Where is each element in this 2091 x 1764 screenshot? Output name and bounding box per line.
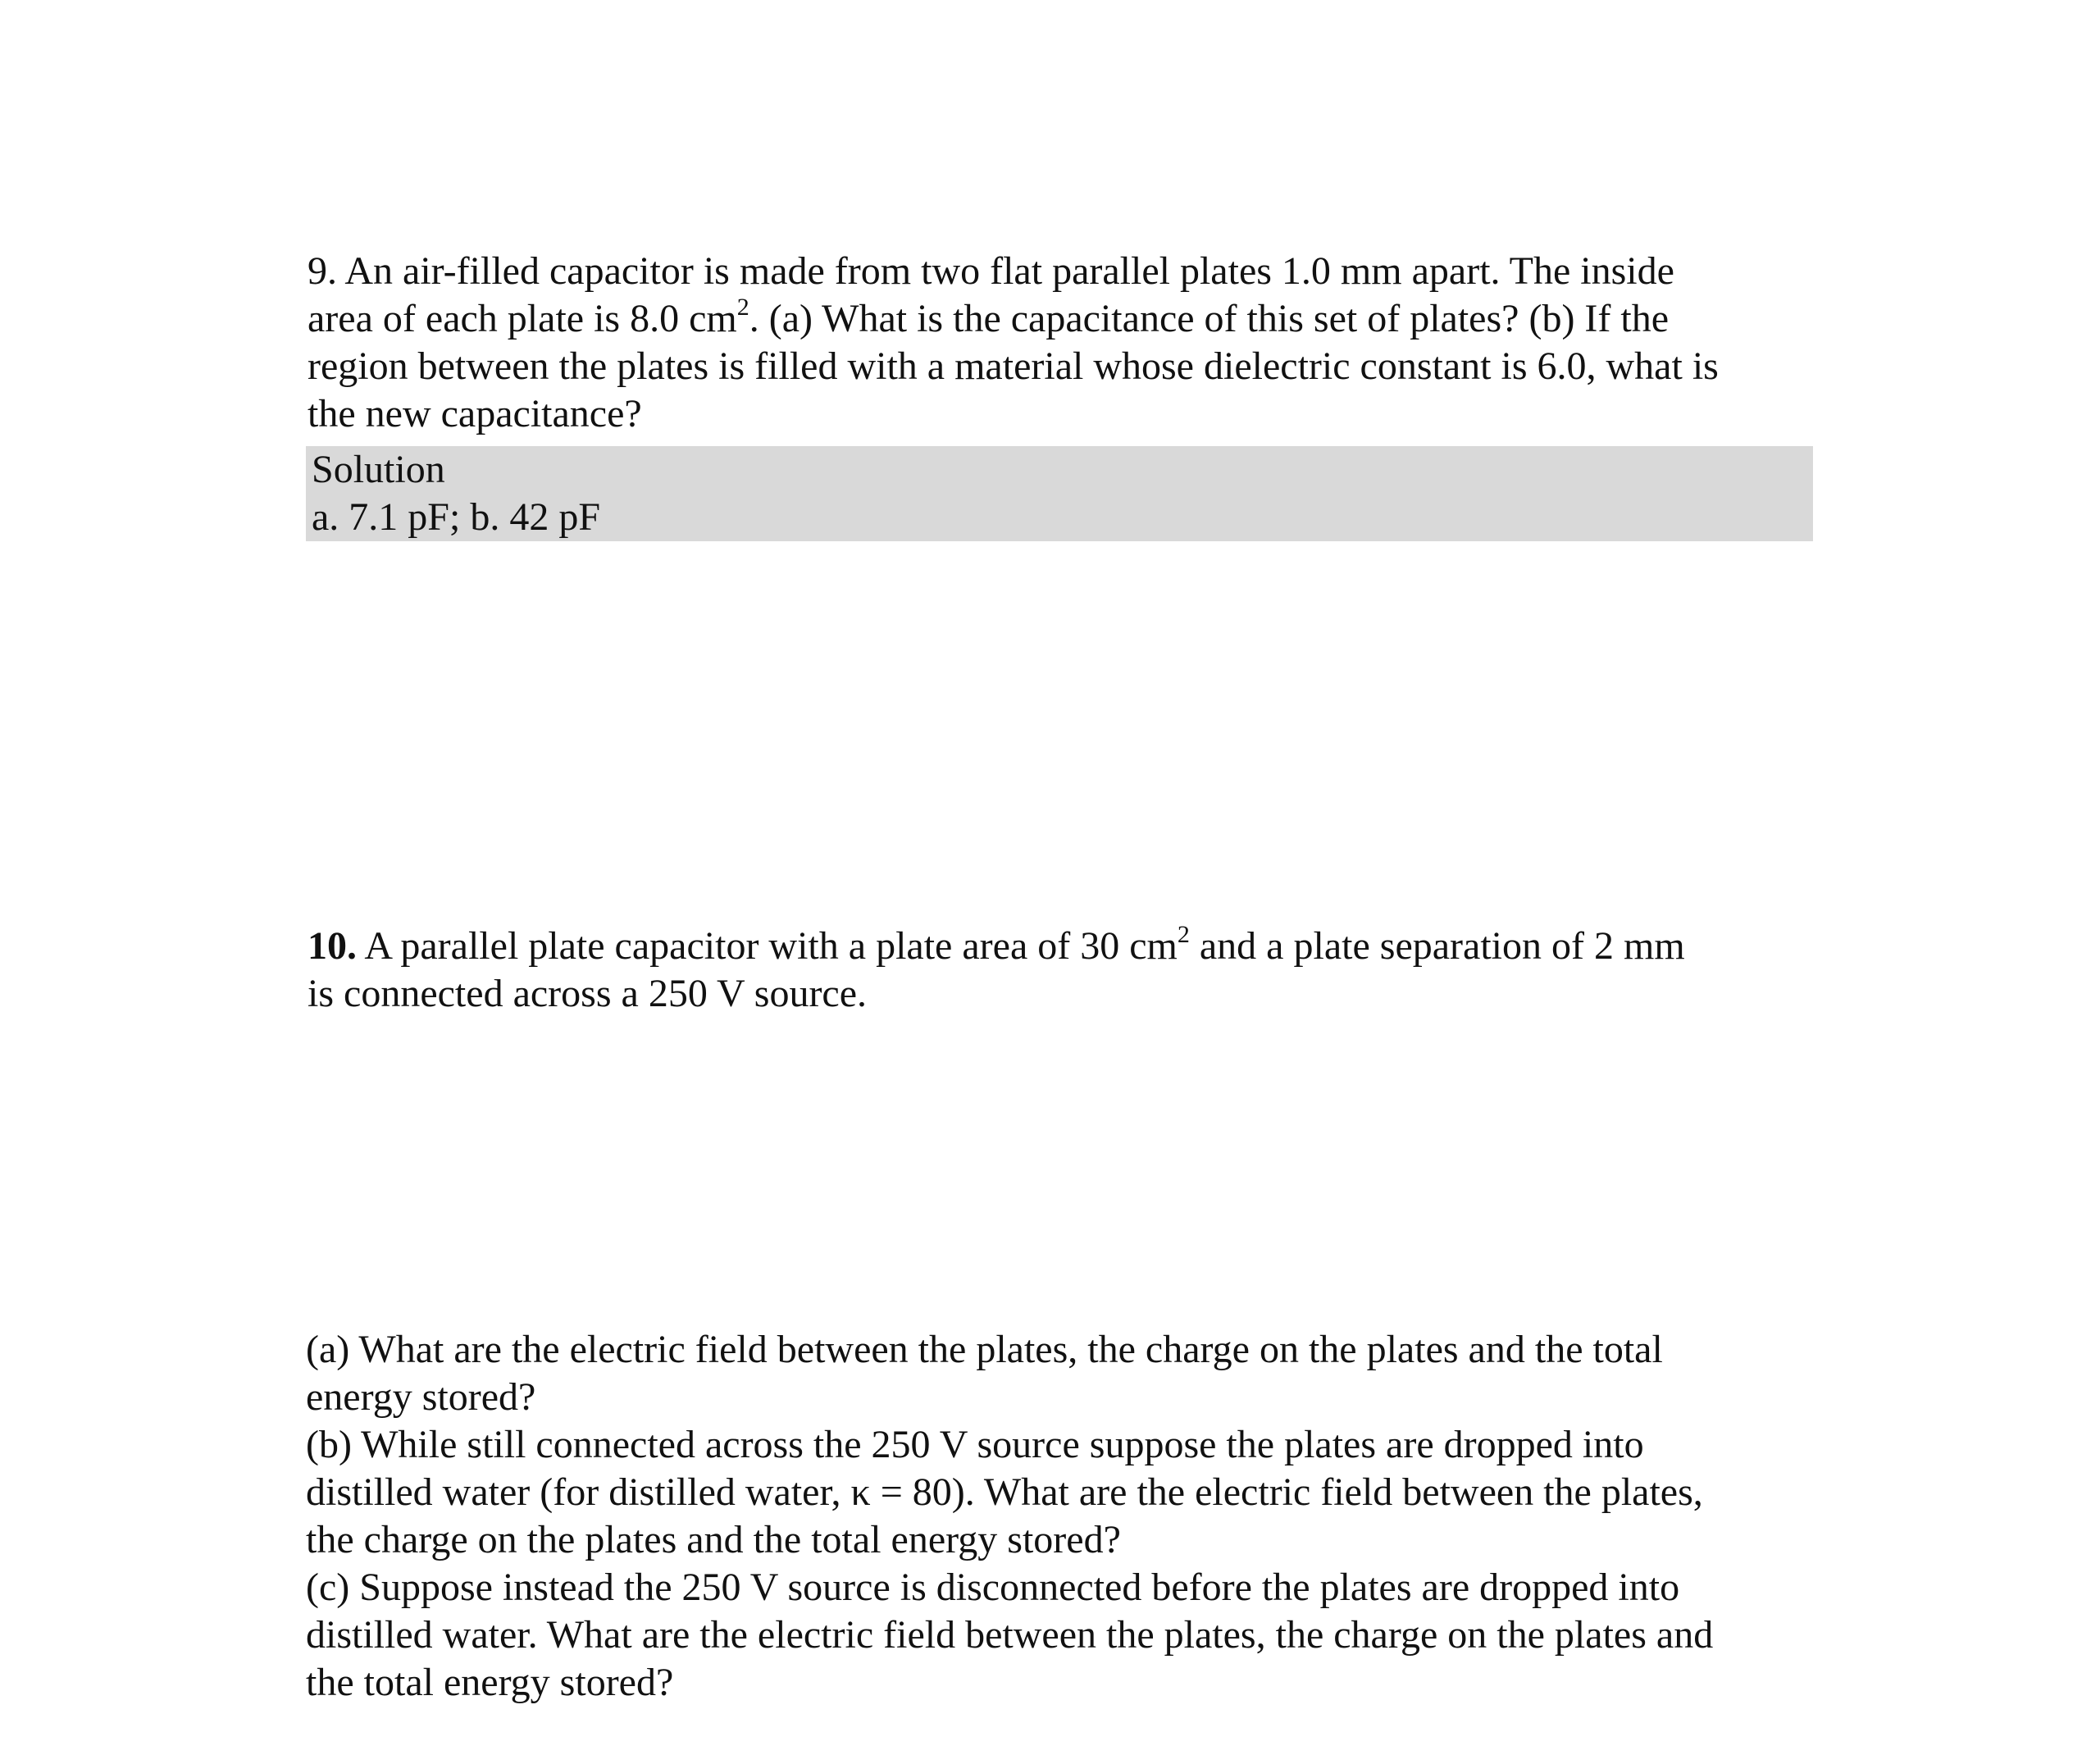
q10-line-1-end: and a plate separation of 2 mm	[1189, 924, 1685, 968]
q10-line-1	[308, 923, 1816, 970]
solution-box	[306, 446, 1813, 541]
q10-line-1-start: A parallel plate capacitor with a plate area of 30 cm	[357, 924, 1178, 968]
q10-part-line-4: distilled water (for distilled water, κ = 80). What are the electric field between the plates,	[306, 1470, 1703, 1514]
q10-part-line-2: energy stored?	[306, 1375, 536, 1419]
question-10-parts	[306, 1326, 1815, 1707]
q10-part-line-1: (a) What are the electric field between the plates, the charge on the plates and the total	[306, 1328, 1663, 1371]
q10-number: 10.	[308, 924, 357, 968]
q10-part-line-6: (c) Suppose instead the 250 V source is disconnected before the plates are dropped into	[306, 1566, 1680, 1609]
q10-area-exponent: 2	[1177, 921, 1190, 948]
q10-part-line-7: distilled water. What are the electric field between the plates, the charge on the plates and	[306, 1613, 1714, 1657]
q9-area-value: 8.0 cm	[620, 297, 737, 340]
q10-part-line-3: (b) While still connected across the 250 V source suppose the plates are dropped into	[306, 1423, 1644, 1466]
q10-part-line-5: the charge on the plates and the total energy stored?	[306, 1518, 1121, 1561]
q9-line-4: the new capacitance?	[308, 392, 642, 435]
q9-area-exponent: 2	[736, 294, 749, 321]
q10-line-2: is connected across a 250 V source.	[308, 972, 868, 1015]
q10-part-line-8: the total energy stored?	[306, 1661, 674, 1704]
q9-line-2-end: . (a) What is the capacitance of this set of plates? (b) If the	[749, 297, 1670, 340]
q9-line-2-start: area of each plate is	[308, 297, 621, 340]
q9-line-1: 9. An air-filled capacitor is made from two flat parallel plates 1.0 mm apart. The inside	[308, 249, 1674, 293]
question-9	[308, 248, 1816, 438]
question-10	[308, 923, 1816, 1018]
q9-line-2	[308, 295, 1816, 343]
q9-line-3: region between the plates is filled with a material whose dielectric constant is 6.0, what is	[308, 344, 1719, 388]
solution-label: Solution	[312, 448, 445, 491]
solution-answer: a. 7.1 pF; b. 42 pF	[312, 495, 601, 539]
